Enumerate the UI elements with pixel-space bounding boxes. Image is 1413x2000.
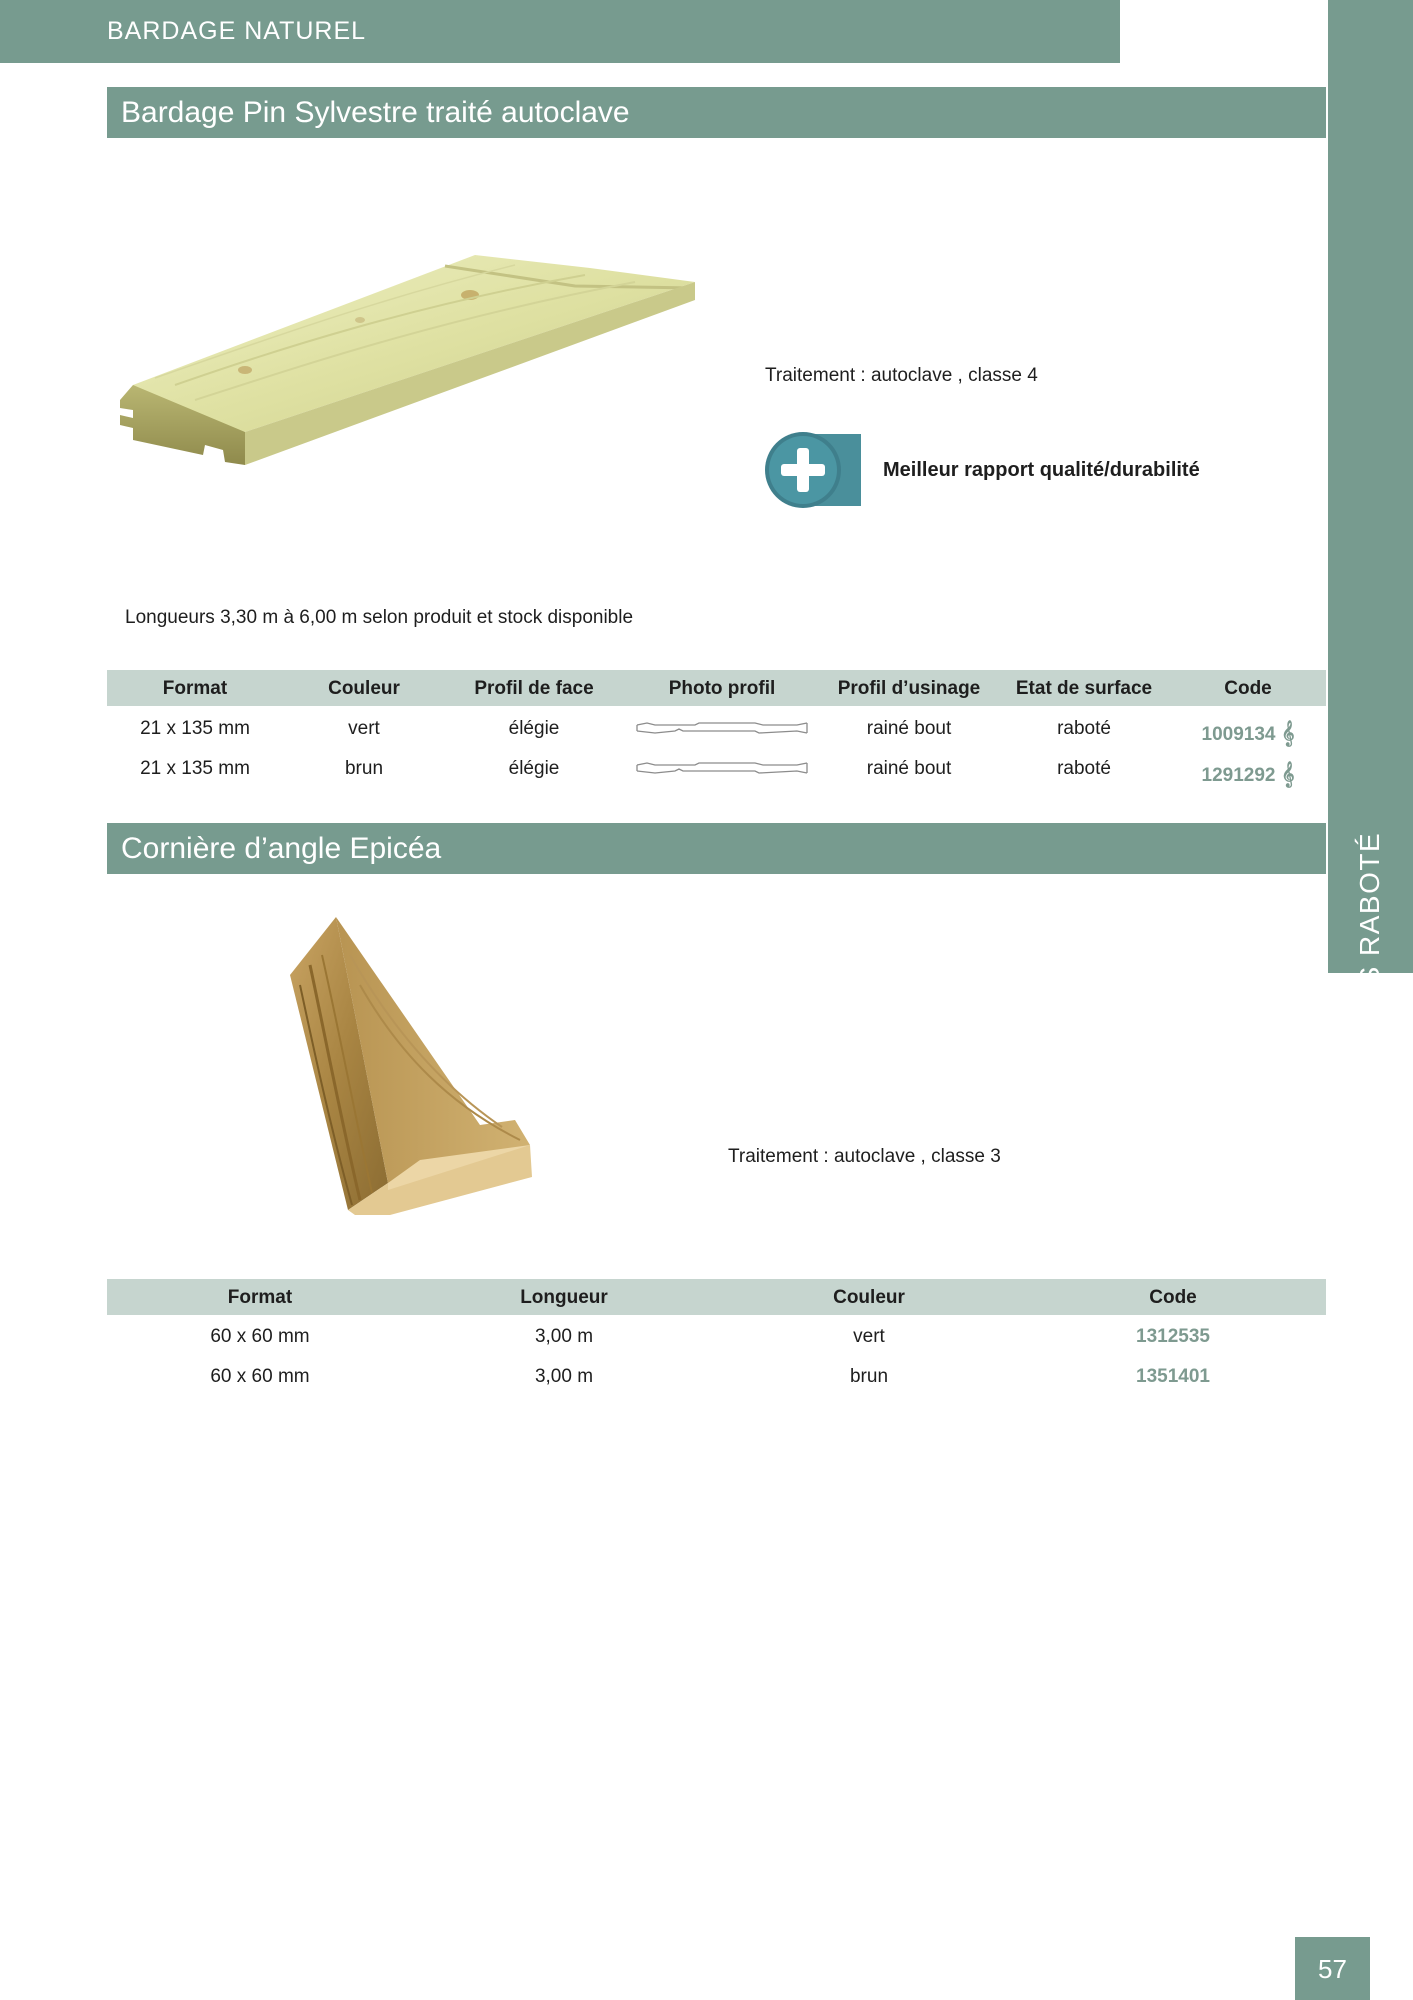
cell-format: 21 x 135 mm xyxy=(140,718,250,739)
header-etat-surface: Etat de surface xyxy=(1015,678,1153,699)
cell-format: 60 x 60 mm xyxy=(210,1326,310,1347)
cell-profil-face: élégie xyxy=(508,758,560,779)
page-header-bar xyxy=(0,0,1120,63)
product2-title: Cornière d’angle Epicéa xyxy=(121,832,442,865)
pine-board-image xyxy=(115,250,700,475)
cell-couleur: vert xyxy=(853,1326,885,1347)
header-format: Format xyxy=(162,678,228,699)
product1-title-bar xyxy=(107,87,1326,138)
cell-format: 21 x 135 mm xyxy=(140,758,250,779)
cell-couleur: brun xyxy=(849,1366,889,1387)
side-tab-label: BOIS RABOTÉ xyxy=(1354,831,1385,1039)
header-couleur: Couleur xyxy=(328,678,400,699)
header-profil-usinage: Profil d’usinage xyxy=(837,678,981,699)
cell-profil-usinage: rainé bout xyxy=(866,718,952,739)
cell-profil-face: élégie xyxy=(508,718,560,739)
header-profil-face: Profil de face xyxy=(474,678,594,699)
cell-format: 60 x 60 mm xyxy=(210,1366,310,1387)
cell-longueur: 3,00 m xyxy=(534,1366,594,1387)
cell-couleur: brun xyxy=(344,758,384,779)
profile-drawing xyxy=(635,720,810,736)
product2-title-bar xyxy=(107,823,1326,874)
cell-longueur: 3,00 m xyxy=(534,1326,594,1347)
music-note-icon: 𝄞 xyxy=(1281,720,1295,745)
product-code-link[interactable]: 1312535 xyxy=(1136,1326,1210,1347)
product1-lengths-note: Longueurs 3,30 m à 6,00 m selon produit et stock disponible xyxy=(125,607,634,628)
music-note-icon: 𝄞 xyxy=(1281,761,1295,786)
header-format: Format xyxy=(227,1287,293,1308)
product1-title: Bardage Pin Sylvestre traité autoclave xyxy=(121,96,630,129)
section-title: BARDAGE NATUREL xyxy=(107,17,367,45)
product-code-link[interactable]: 1009134 xyxy=(1201,724,1276,745)
product2-treatment: Traitement : autoclave , classe 3 xyxy=(728,1146,1001,1167)
cell-code[interactable] xyxy=(1202,761,1295,787)
corner-angle-image xyxy=(280,915,540,1215)
plus-icon xyxy=(763,430,863,510)
cell-etat-surface: raboté xyxy=(1057,718,1111,739)
cell-code[interactable] xyxy=(1202,720,1295,746)
header-couleur: Couleur xyxy=(833,1287,905,1308)
header-code: Code xyxy=(1224,678,1272,699)
product1-highlight: Meilleur rapport qualité/durabilité xyxy=(883,459,1200,481)
product-code-link[interactable]: 1351401 xyxy=(1136,1366,1210,1387)
cell-profil-usinage: rainé bout xyxy=(866,758,952,779)
header-code: Code xyxy=(1149,1287,1197,1308)
cell-etat-surface: raboté xyxy=(1057,758,1111,779)
product1-treatment: Traitement : autoclave , classe 4 xyxy=(765,365,1038,386)
header-longueur: Longueur xyxy=(520,1287,608,1308)
page-number-box xyxy=(1295,1937,1370,2000)
cell-couleur: vert xyxy=(348,718,380,739)
product-code-link[interactable]: 1291292 xyxy=(1201,765,1276,786)
page-number: 57 xyxy=(1318,1954,1347,1984)
side-tab xyxy=(1328,0,1413,1039)
profile-drawing xyxy=(635,760,810,776)
header-photo-profil: Photo profil xyxy=(668,678,776,699)
product1-table xyxy=(107,670,1326,790)
product2-table xyxy=(107,1279,1326,1391)
